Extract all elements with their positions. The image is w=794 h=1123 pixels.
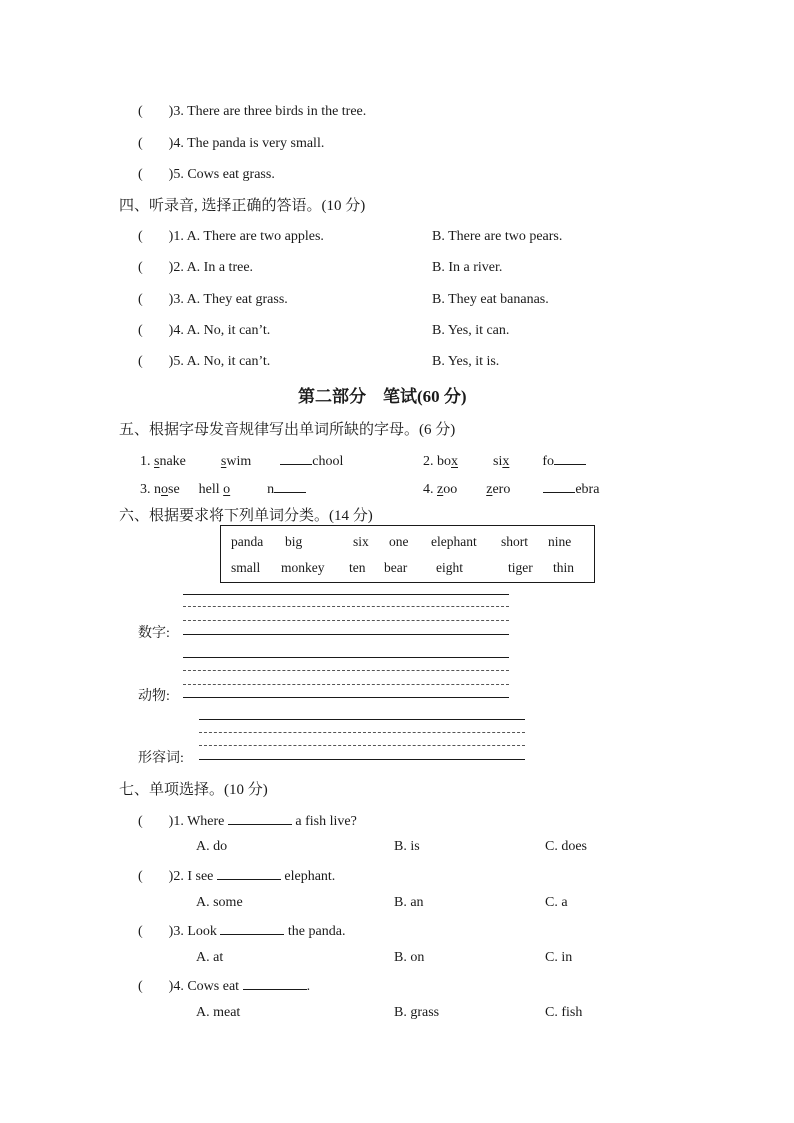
answer-paren-close: ) (168, 104, 174, 119)
word-bank-word: eight (436, 560, 463, 575)
fill-blank[interactable] (217, 866, 281, 880)
word-bank-word: ten (349, 560, 366, 575)
s4-item-2-option-b: B. In a river. (432, 260, 503, 275)
option-a: 5. A. No, it can’t. (173, 354, 271, 369)
word-bank-word: panda (231, 534, 264, 549)
part-2-title: 第二部分 笔试(60 分) (298, 387, 467, 406)
s4-item-3: ( )3. A. They eat grass. (138, 292, 288, 307)
s5-row-1-right: 2. box six fo (423, 451, 586, 471)
s7-item-4-option-b[interactable]: B. grass (394, 1005, 440, 1020)
word-bank-word: monkey (281, 560, 325, 575)
s7-item-3-option-b[interactable]: B. on (394, 950, 425, 965)
word-bank-word: small (231, 560, 261, 575)
s7-item-1-question: ( )1. Where a fish live? (138, 811, 357, 831)
missing-letter-blank[interactable] (280, 451, 312, 465)
s7-item-3-question: ( )3. Look the panda. (138, 921, 345, 941)
word-bank-word: one (389, 534, 409, 549)
question-text: 5. Cows eat grass. (173, 167, 275, 182)
missing-letter-blank[interactable] (554, 451, 586, 465)
s4-item-5-option-b: B. Yes, it is. (432, 354, 500, 369)
section-4-heading: 四、听录音, 选择正确的答语。(10 分) (119, 198, 366, 214)
answer-paren-open: ( (138, 104, 143, 119)
s4-item-5: ( )5. A. No, it can’t. (138, 354, 271, 369)
s5-row-2-left: 3. nose hell o n (140, 479, 306, 499)
fill-blank[interactable] (228, 811, 292, 825)
word-bank-box (220, 525, 595, 583)
word-bank-word: thin (553, 560, 575, 575)
label-numbers: 数字: (138, 626, 170, 641)
label-animals: 动物: (138, 689, 170, 704)
s3-item-4 (138, 135, 324, 153)
s7-item-3-option-c[interactable]: C. in (545, 950, 573, 965)
missing-letter-blank[interactable] (274, 479, 306, 493)
word-bank-word: short (501, 534, 528, 549)
s7-item-1-option-b[interactable]: B. is (394, 839, 420, 854)
s3-item-3 (138, 103, 366, 121)
answer-paren-open: ( (138, 136, 143, 151)
word-bank-word: elephant (431, 534, 477, 549)
s7-item-4-question: ( )4. Cows eat . (138, 976, 310, 996)
s7-item-4-option-c[interactable]: C. fish (545, 1005, 583, 1020)
option-a: 1. A. There are two apples. (173, 229, 324, 244)
s7-item-4-option-a[interactable]: A. meat (196, 1005, 241, 1020)
s7-item-2-option-c[interactable]: C. a (545, 895, 568, 910)
option-a: 4. A. No, it can’t. (173, 323, 271, 338)
answer-paren-close: ) (168, 167, 174, 182)
option-a: 2. A. In a tree. (173, 260, 254, 275)
s7-item-2-option-a[interactable]: A. some (196, 895, 243, 910)
section-6-heading: 六、根据要求将下列单词分类。(14 分) (119, 508, 373, 524)
fill-blank[interactable] (220, 921, 284, 935)
s4-item-1: ( )1. A. There are two apples. (138, 229, 324, 244)
s5-row-1-left: 1. snake swim chool (140, 451, 343, 471)
s7-item-3-option-a[interactable]: A. at (196, 950, 224, 965)
label-adjectives: 形容词: (138, 751, 184, 766)
s7-item-2-question: ( )2. I see elephant. (138, 866, 335, 886)
s4-item-4: ( )4. A. No, it can’t. (138, 323, 271, 338)
s4-item-1-option-b: B. There are two pears. (432, 229, 563, 244)
question-text: 4. The panda is very small. (173, 136, 325, 151)
s7-item-2-option-b[interactable]: B. an (394, 895, 424, 910)
word-bank-word: nine (548, 534, 572, 549)
s5-row-2-right: 4. zoo zero ebra (423, 479, 599, 499)
s3-item-5 (138, 166, 275, 184)
word-bank-word: tiger (508, 560, 533, 575)
answer-paren-close: ) (168, 136, 174, 151)
option-a: 3. A. They eat grass. (173, 292, 288, 307)
word-bank-word: bear (384, 560, 408, 575)
fill-blank[interactable] (243, 976, 307, 990)
question-text: 3. There are three birds in the tree. (173, 104, 367, 119)
s4-item-4-option-b: B. Yes, it can. (432, 323, 510, 338)
s4-item-2: ( )2. A. In a tree. (138, 260, 254, 275)
s7-item-1-option-a[interactable]: A. do (196, 839, 228, 854)
word-bank-word: six (353, 534, 369, 549)
missing-letter-blank[interactable] (543, 479, 575, 493)
section-7-heading: 七、单项选择。(10 分) (119, 782, 268, 798)
section-5-heading: 五、根据字母发音规律写出单词所缺的字母。(6 分) (119, 422, 456, 438)
word-bank-word: big (285, 534, 303, 549)
s4-item-3-option-b: B. They eat bananas. (432, 292, 549, 307)
answer-paren-open: ( (138, 167, 143, 182)
s7-item-1-option-c[interactable]: C. does (545, 839, 587, 854)
